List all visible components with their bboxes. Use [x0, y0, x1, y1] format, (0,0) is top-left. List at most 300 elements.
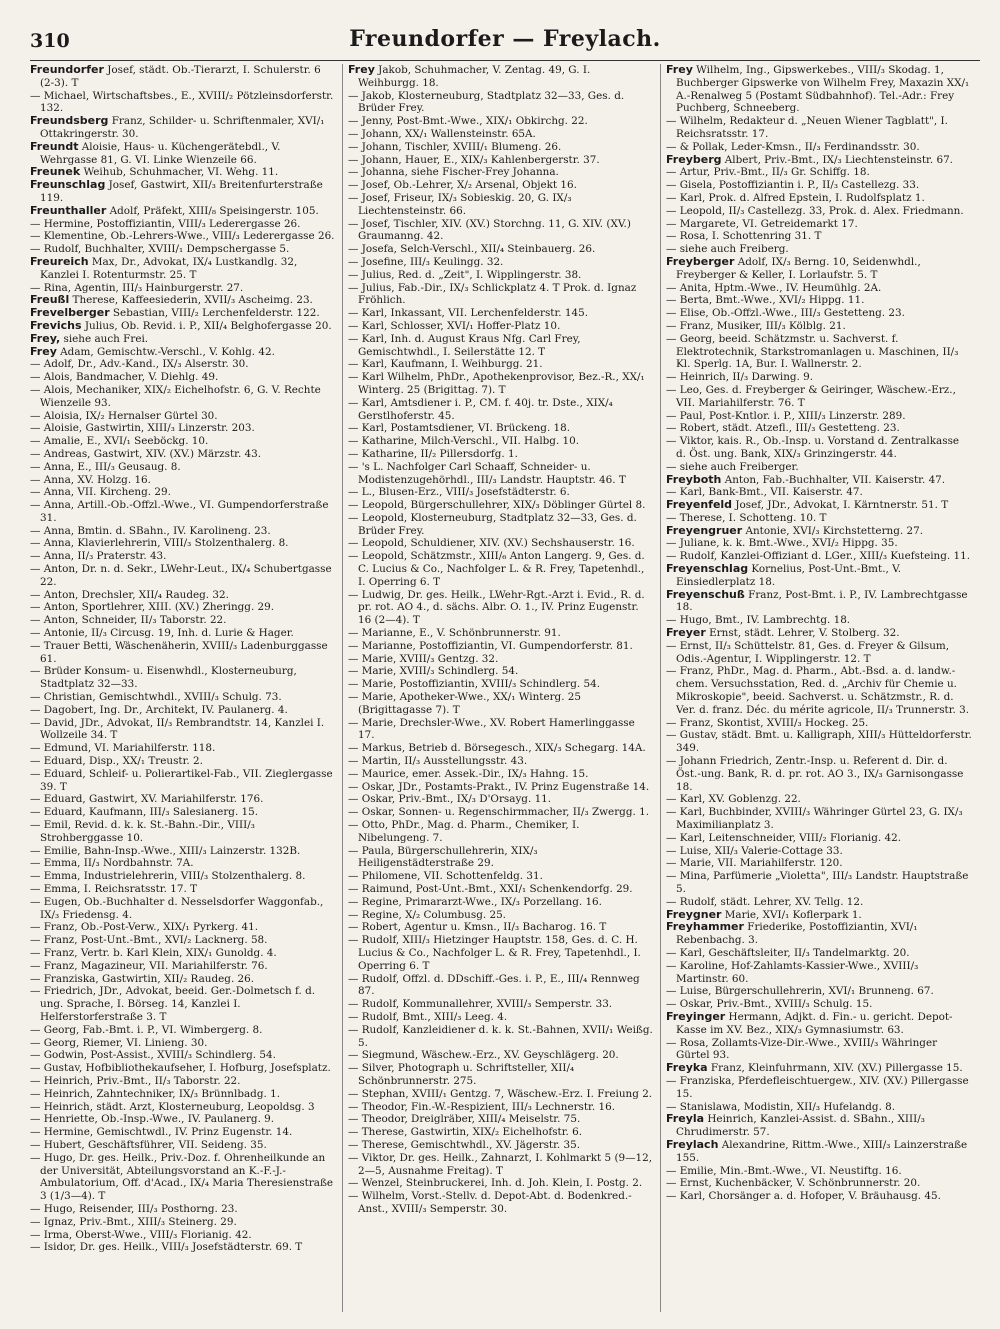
entry-details: Franz, Schilder- u. Schriftenmaler, XVI/₁ Ottakringerstr. 30. [40, 115, 325, 140]
entry-details: — Godwin, Post-Assist., XVIII/₃ Schindlerg. 54. [30, 1049, 276, 1062]
directory-entry [30, 1101, 336, 1114]
directory-entry [348, 819, 654, 845]
entry-details: — Karl, Leitenschneider, VIII/₂ Florianig. 42. [666, 831, 902, 844]
entry-surname: Freyer [666, 626, 706, 640]
entry-details: — Gisela, Postoffiziantin i. P., II/₃ Castellezg. 33. [666, 179, 920, 192]
directory-entry [666, 537, 972, 550]
directory-entry [348, 1011, 654, 1024]
entry-details: — Dagobert, Ing. Dr., Architekt, IV. Paulanerg. 4. [30, 703, 288, 716]
directory-entry [666, 115, 972, 141]
entry-details: — Julius, Fab.-Dir., IX/₃ Schlickplatz 4. T Prok. d. Ignaz Fröhlich. [348, 281, 637, 307]
directory-entry [348, 781, 654, 794]
directory-entry [348, 742, 654, 755]
entry-details: — Rosa, I. Schottenring 31. T [666, 230, 822, 243]
directory-entry [30, 461, 336, 474]
directory-entry [348, 448, 654, 461]
entry-details: — Hugo, Bmt., IV. Lambrechtg. 18. [666, 614, 851, 627]
entry-details: — Berta, Bmt.-Wwe., XVI/₂ Hippg. 11. [666, 294, 865, 307]
directory-entry [348, 256, 654, 269]
entry-details: Kornelius, Post-Unt.-Bmt., V. Einsiedlerplatz 18. [676, 563, 902, 588]
entry-details: — Anna, VII. Kircheng. 29. [30, 486, 171, 499]
entry-details: — Therese, I. Schotteng. 10. T [666, 511, 827, 524]
directory-entry [30, 1203, 336, 1216]
entry-details: — Josefa, Selch-Verschl., XII/₄ Steinbauerg. 26. [348, 243, 596, 256]
entry-details: Friederike, Postoffiziantin, XVI/₁ Rebenbachg. 3. [676, 921, 918, 947]
entry-details: — Marie, XVIII/₃ Gentzg. 32. [348, 652, 499, 665]
entry-details: — Eduard, Schleif- u. Polierartikel-Fab., VII. Zieglergasse 39. T [30, 767, 333, 793]
entry-surname: Freyenfeld [666, 498, 733, 512]
entry-details: — Marie, Drechsler-Wwe., XV. Robert Hamerlinggasse 17. [348, 716, 635, 742]
directory-entry [348, 678, 654, 691]
entry-details: — Alois, Bandmacher, V. Diehlg. 49. [30, 371, 219, 384]
directory-entry [666, 307, 972, 320]
directory-entry [348, 371, 654, 397]
entry-details: — Georg, beeid. Schätzmstr. u. Sachverst. f. Elektrotechnik, Starkstromanlagen u. Maschinen, II/₃ Kl. Sperlg. 1A, Bur. I. Wallnerstr. 2. [666, 332, 959, 371]
entry-details: — Therese, Gemischtwhdl., XV. Jägerstr. 35. [348, 1138, 581, 1151]
entry-details: — 's L. Nachfolger Carl Schaaff, Schneider- u. Modistenzugehörhdl., III/₃ Landstr. Hauptstr. 46. T [348, 460, 626, 486]
directory-entry [666, 218, 972, 231]
directory-entry [30, 883, 336, 896]
directory-entry [666, 474, 972, 487]
directory-entry [348, 909, 654, 922]
directory-entry [30, 870, 336, 883]
directory-entry [30, 960, 336, 973]
entry-details: — Theodor, Fin.-W.-Respizient, III/₃ Lechnerstr. 16. [348, 1100, 616, 1113]
entry-details: — Emma, II/₃ Nordbahnstr. 7A. [30, 857, 194, 870]
directory-entry [666, 282, 972, 295]
entry-details: — Franz, Magazineur, VII. Mariahilferstr. 76. [30, 959, 268, 972]
entry-surname: Freylach [666, 1137, 719, 1151]
entry-details: — Oskar, Priv.-Bmt., XVIII/₃ Schulg. 15. [666, 998, 873, 1011]
entry-surname: Frevelberger [30, 306, 110, 320]
directory-entry [666, 921, 972, 947]
entry-details: — Emma, I. Reichsratsstr. 17. T [30, 883, 198, 895]
entry-details: — Karl, Prok. d. Alfred Epstein, I. Rudolfsplatz 1. [666, 191, 925, 204]
entry-details: — Josef, Ob.-Lehrer, X/₂ Arsenal, Objekt 16. [348, 179, 577, 192]
entry-details: — Karl, Inh. d. August Kraus Nfg. Carl Frey, Gemischtwhdl., I. Seilerstätte 12. T [348, 332, 581, 358]
directory-entry [348, 422, 654, 435]
entry-details: — Karl Wilhelm, PhDr., Apothekenprovisor, Bez.-R., XX/₁ Winterg. 25 (Brigittag. 7). T [348, 371, 645, 396]
directory-entry [30, 525, 336, 538]
entry-details: — Michael, Wirtschaftsbes., E., XVIII/₂ Pötzleinsdorferstr. 132. [30, 89, 334, 115]
entry-details: — Viktor, Dr. ges. Heilk., Zahnarzt, I. Kohlmarkt 5 (9—12, 2—5, Ausnahme Freitag). T [348, 1151, 653, 1177]
page-number: 310 [30, 30, 70, 52]
directory-entry [30, 422, 336, 435]
column-divider [660, 64, 661, 1312]
entry-details: — Anna, Bmtin. d. SBahn., IV. Karolineng. 23. [30, 524, 271, 537]
column-2 [348, 64, 654, 1312]
entry-details: Franz, Post-Bmt. i. P., IV. Lambrechtgasse 18. [676, 588, 968, 614]
directory-entry [666, 857, 972, 870]
directory-entry [666, 589, 972, 615]
directory-entry [666, 870, 972, 896]
entry-details: — Leopold, Bürgerschullehrer, XIX/₃ Döblinger Gürtel 8. [348, 499, 646, 512]
directory-entry [30, 537, 336, 550]
entry-surname: Freygner [666, 907, 722, 921]
directory-entry [348, 653, 654, 666]
directory-entry [30, 563, 336, 589]
directory-entry [666, 627, 972, 640]
directory-entry [348, 755, 654, 768]
directory-entry [348, 1101, 654, 1114]
directory-entry [30, 346, 336, 359]
entry-details: — Oskar, JDr., Postamts-Prakt., IV. Prinz Eugenstraße 14. [348, 780, 650, 793]
entry-details: siehe auch Frei. [60, 332, 149, 345]
entry-details: — Josefine, III/₃ Keulingg. 32. [348, 255, 504, 268]
directory-entry [30, 947, 336, 960]
directory-entry [30, 755, 336, 768]
entry-details: — Leopold, II/₃ Castellezg. 33, Prok. d. Alex. Friedmann. [666, 204, 964, 217]
directory-entry [348, 307, 654, 320]
entry-surname: Freureich [30, 254, 89, 268]
directory-entry [30, 640, 336, 666]
entry-details: Franz, Kleinfuhrmann, XIV. (XV.) Pillergasse 15. [707, 1062, 963, 1075]
directory-entry [348, 115, 654, 128]
entry-details: — Adolf, Dr., Adv.-Kand., IX/₃ Alserstr. 30. [30, 358, 249, 371]
entry-details: Albert, Priv.-Bmt., IX/₃ Liechtensteinstr. 67. [721, 153, 953, 166]
directory-entry [30, 499, 336, 525]
directory-entry [348, 537, 654, 550]
directory-entry [30, 179, 336, 205]
directory-entry [348, 179, 654, 192]
entry-details: — Luise, XII/₃ Valerie-Cottage 33. [666, 844, 843, 857]
entry-details: — Johann Friedrich, Zentr.-Insp. u. Referent d. Dir. d. Öst.-ung. Bank, R. d. pr. rot. AO 3., IX/₃ Garnisongasse 18. [666, 755, 964, 793]
directory-entry [30, 90, 336, 116]
directory-entry [30, 819, 336, 845]
entry-details: — Marianne, E., V. Schönbrunnerstr. 91. [348, 627, 561, 640]
entry-details: — Rina, Agentin, III/₃ Hainburgerstr. 27. [30, 281, 244, 294]
page-header [30, 22, 980, 62]
directory-entry [30, 141, 336, 167]
entry-details: — Hugo, Reisender, III/₃ Posthorng. 23. [30, 1202, 238, 1215]
entry-details: — Anita, Hptm.-Wwe., IV. Heumühlg. 2A. [666, 281, 882, 294]
entry-surname: Freyboth [666, 472, 722, 486]
entry-surname: Freyengruer [666, 523, 743, 537]
entry-details: — Therese, Gastwirtin, XIX/₂ Eichelhofstr. 6. [348, 1126, 583, 1139]
directory-entry [666, 1113, 972, 1139]
entry-details: — Silver, Photograph u. Schriftsteller, XII/₄ Schönbrunnerstr. 275. [348, 1062, 575, 1087]
entry-details: — Markus, Betrieb d. Börsegesch., XIX/₃ Schegarg. 14A. [348, 742, 646, 755]
entry-details: Anton, Fab.-Buchhalter, VII. Kaiserstr. 47. [721, 473, 946, 486]
directory-entry [30, 205, 336, 218]
entry-surname: Frey [666, 64, 693, 76]
entry-details: — Anton, Dr. n. d. Sekr., LWehr-Leut., IX/₄ Schubertgasse 22. [30, 563, 332, 588]
entry-details: — Heinrich, städt. Arzt, Klosterneuburg, Leopoldsg. 3 [30, 1100, 315, 1113]
directory-entry [30, 1241, 336, 1254]
entry-details: — Franz, Skontist, XVIII/₃ Hockeg. 25. [666, 716, 869, 729]
directory-entry [30, 64, 336, 90]
entry-surname: Freundsberg [30, 114, 109, 128]
directory-entry [30, 320, 336, 333]
directory-entry [666, 947, 972, 960]
entry-details: — Karl, Geschäftsleiter, II/₃ Tandelmarktg. 20. [666, 946, 910, 959]
directory-entry [348, 665, 654, 678]
directory-entry [30, 1037, 336, 1050]
entry-details: — Ernst, II/₃ Schüttelstr. 81, Ges. d. Freyer & Gilsum, Odis.-Agentur, I. Wipplingerstr. 12. T [666, 639, 950, 665]
entry-details: — Isidor, Dr. ges. Heilk., VIII/₃ Josefstädterstr. 69. T [30, 1241, 303, 1254]
directory-entry [348, 435, 654, 448]
entry-details: — Heinrich, II/₃ Darwing. 9. [666, 371, 814, 384]
directory-entry [30, 793, 336, 806]
directory-entry [30, 282, 336, 295]
directory-entry [30, 1126, 336, 1139]
directory-entry [30, 371, 336, 384]
entry-details: — Katharine, II/₂ Pillersdorfg. 1. [348, 447, 518, 460]
entry-details: — Oskar, Sonnen- u. Regenschirmmacher, II/₃ Zwergg. 1. [348, 806, 649, 819]
entry-details: — Brüder Konsum- u. Eisenwhdl., Klosterneuburg, Stadtplatz 32—33. [30, 665, 297, 691]
entry-details: — Anna, XV. Holzg. 16. [30, 473, 151, 486]
entry-details: — Johann, XX/₁ Wallensteinstr. 65A. [348, 127, 536, 140]
directory-entry [348, 486, 654, 499]
entry-details: — Emil, Revid. d. k. k. St.-Bahn.-Dir., VIII/₃ Strohberggasse 10. [30, 819, 255, 844]
directory-entry [348, 589, 654, 627]
entry-details: — Robert, Agentur u. Kmsn., II/₃ Bacharog. 16. T [348, 921, 607, 934]
entry-details: — Stanislawa, Modistin, XII/₃ Hufelandg. 8. [666, 1100, 896, 1113]
directory-entry [666, 640, 972, 666]
directory-entry [30, 845, 336, 858]
directory-entry [666, 384, 972, 410]
entry-details: — Andreas, Gastwirt, XIV. (XV.) Märzstr. 43. [30, 447, 262, 460]
directory-entry [348, 806, 654, 819]
column-divider [342, 64, 343, 1312]
directory-entry [666, 729, 972, 755]
entry-details: — Ignaz, Priv.-Bmt., XIII/₃ Steinerg. 29. [30, 1215, 237, 1228]
entry-surname: Frey [348, 64, 375, 76]
directory-entry [348, 640, 654, 653]
directory-entry [666, 960, 972, 986]
entry-details: — Gustav, städt. Bmt. u. Kalligraph, XIII/₃ Hütteldorferstr. 349. [666, 729, 972, 755]
directory-entry [348, 1177, 654, 1190]
entry-details: — Amalie, E., XVI/₁ Seeböckg. 10. [30, 435, 209, 448]
directory-entry [666, 793, 972, 806]
entry-details: — Anna, II/₃ Praterstr. 43. [30, 550, 167, 563]
entry-surname: Freyberg [666, 152, 722, 166]
entry-details: Heinrich, Kanzlei-Assist. d. SBahn., XIII/₃ Chrudimerstr. 57. [676, 1113, 925, 1139]
directory-entry [348, 768, 654, 781]
entry-details: — Anna, E., III/₃ Geusaug. 8. [30, 460, 181, 473]
entry-details: — Leo, Ges. d. Freyberger & Geiringer, Wäschew.-Erz., VII. Mariahilferstr. 76. T [666, 383, 956, 409]
entry-details: — Rudolf, Offzl. d. DDschiff.-Ges. i. P., E., III/₄ Rennweg 87. [348, 972, 640, 998]
entry-details: — Marie, Apotheker-Wwe., XX/₁ Winterg. 25 (Brigittagasse 7). T [348, 691, 582, 716]
directory-entry [30, 665, 336, 691]
directory-columns [30, 64, 980, 1312]
directory-entry [348, 192, 654, 218]
entry-details: — Karl, Inkassant, VII. Lerchenfelderstr. 145. [348, 307, 589, 320]
entry-details: Marie, XVI/₁ Koflerpark 1. [721, 908, 862, 921]
entry-details: — Mina, Parfümerie „Violetta", III/₃ Landstr. Hauptstraße 5. [666, 870, 969, 895]
directory-entry [348, 333, 654, 359]
directory-entry [666, 1139, 972, 1165]
entry-surname: Freunschlag [30, 178, 106, 192]
entry-details: — Regine, X/₂ Columbusg. 25. [348, 908, 506, 921]
directory-entry [348, 1152, 654, 1178]
entry-details: — Rudolf, Bmt., XIII/₃ Leeg. 4. [348, 1010, 508, 1023]
entry-details: — Viktor, kais. R., Ob.-Insp. u. Vorstand d. Zentralkasse d. Öst. ung. Bank, XIX/₃ Grinzingerstr. 44. [666, 435, 960, 460]
entry-details: — Karl, Buchbinder, XVIII/₃ Währinger Gürtel 23, G. IX/₃ Maximilianplatz 3. [666, 806, 963, 832]
directory-entry [30, 218, 336, 231]
entry-details: Weihub, Schuhmacher, VI. Wehg. 11. [80, 166, 279, 179]
entry-details: — Antonie, II/₃ Circusg. 19, Inh. d. Lurie & Hager. [30, 627, 294, 640]
directory-entry [30, 384, 336, 410]
directory-entry [348, 717, 654, 743]
entry-surname: Freußl [30, 293, 70, 307]
directory-entry [30, 1113, 336, 1126]
directory-entry [348, 691, 654, 717]
entry-details: — Jakob, Klosterneuburg, Stadtplatz 32—33, Ges. d. Brüder Frey. [348, 89, 625, 115]
directory-entry [30, 410, 336, 423]
directory-entry [666, 294, 972, 307]
entry-details: — Leopold, Schuldiener, XIV. (XV.) Sechshauserstr. 16. [348, 537, 635, 550]
directory-entry [348, 358, 654, 371]
directory-entry [348, 461, 654, 487]
entry-details: — Emma, Industrielehrerin, VIII/₃ Stolzenthalerg. 8. [30, 870, 306, 883]
directory-entry [666, 1190, 972, 1203]
entry-details: Jakob, Schuhmacher, V. Zentag. 49, G. I. Weihburgg. 18. [358, 64, 591, 89]
directory-entry [666, 525, 972, 538]
entry-details: — Eduard, Kaufmann, III/₃ Salesianerg. 15. [30, 806, 259, 819]
entry-details: — Henriette, Ob.-Insp.-Wwe., IV. Paulanerg. 9. [30, 1113, 275, 1126]
entry-details: — Robert, städt. Atzefl., III/₃ Gestetteng. 23. [666, 422, 900, 435]
directory-entry [666, 1075, 972, 1101]
directory-entry [348, 218, 654, 244]
entry-details: — Emilie, Min.-Bmt.-Wwe., VI. Neustiftg. 16. [666, 1164, 902, 1177]
directory-entry [666, 717, 972, 730]
directory-entry [30, 985, 336, 1023]
entry-details: — Georg, Riemer, VI. Linieng. 30. [30, 1036, 208, 1049]
entry-details: — Rudolf, XIII/₃ Hietzinger Hauptstr. 158, Ges. d. C. H. Lucius & Co., Nachfolger L. & R. Frey, Tapetenhdl., I. Operring 6. T [348, 934, 641, 972]
entry-details: — Franz, PhDr., Mag. d. Pharm., Abt.-Bsd. a. d. landw.-chem. Versuchsstation, Red. d. „Archiv für Chemie u. Mikroskopie", beeid. Sachverst. u. Schätzmstr., R. d. Ver. d. franz. Déc. du mérite agricole, II/₃ Trunnerstr. 3. [666, 665, 970, 716]
directory-entry [666, 1011, 972, 1037]
directory-entry [348, 1049, 654, 1062]
directory-entry [666, 832, 972, 845]
directory-entry [666, 230, 972, 243]
directory-entry [348, 1139, 654, 1152]
directory-entry [666, 371, 972, 384]
directory-entry [666, 154, 972, 167]
directory-entry [666, 333, 972, 371]
entry-details: — Juliane, k. k. Bmt.-Wwe., XVI/₂ Hippg. 35. [666, 537, 898, 550]
entry-details: — Anton, Drechsler, XII/₄ Raudeg. 32. [30, 588, 229, 601]
entry-details: Ernst, städt. Lehrer, V. Stolberg. 32. [705, 627, 900, 640]
entry-surname: Freunthaller [30, 203, 107, 217]
directory-entry [30, 806, 336, 819]
directory-entry [348, 934, 654, 972]
entry-details: — Franziska, Gastwirtin, XII/₂ Raudeg. 26. [30, 972, 255, 985]
entry-details: — Theodor, Dreiglräber, XIII/₄ Meiselstr. 75. [348, 1113, 581, 1126]
entry-details: — Otto, PhDr., Mag. d. Pharm., Chemiker, I. Nibelungeng. 7. [348, 819, 580, 844]
directory-entry [30, 857, 336, 870]
entry-details: — Karl, Schlosser, XVI/₁ Hoffer-Platz 10. [348, 319, 561, 332]
directory-entry [348, 1126, 654, 1139]
entry-details: — Karl, Amtsdiener i. P., CM. f. 40j. tr. Dste., XIX/₄ Gerstlhoferstr. 45. [348, 396, 613, 422]
directory-entry [348, 320, 654, 333]
entry-surname: Freyla [666, 1112, 705, 1126]
directory-entry [666, 614, 972, 627]
entry-details: — siehe auch Freiberger. [666, 460, 799, 473]
directory-entry [30, 627, 336, 640]
entry-details: — Ludwig, Dr. ges. Heilk., LWehr-Rgt.-Arzt i. Evid., R. d. pr. rot. AO 4., d. sächs. Albr. O. 1., IV. Prinz Eugenstr. 16 (2—4). T [348, 588, 645, 627]
entry-details: — David, JDr., Advokat, II/₃ Rembrandtstr. 14, Kanzlei I. Wollzeile 34. T [30, 716, 325, 742]
entry-details: — Aloisie, Gastwirtin, XIII/₃ Linzerstr. 203. [30, 422, 255, 435]
entry-details: — Karl, Postamtsdiener, VI. Brückeng. 18. [348, 422, 571, 435]
entry-details: — Luise, Bürgerschullehrerin, XVI/₁ Brunneng. 67. [666, 985, 934, 998]
entry-details: — Oskar, Priv.-Bmt., IX/₃ D'Orsayg. 11. [348, 793, 552, 806]
entry-surname: Freunek [30, 165, 81, 179]
directory-entry [666, 1037, 972, 1063]
entry-details: — Karoline, Hof-Zahlamts-Kassier-Wwe., XVIII/₃ Martinstr. 60. [666, 959, 919, 985]
entry-details: — Josef, Friseur, IX/₃ Sobieskig. 20, G. IX/₃ Liechtensteinstr. 66. [348, 191, 572, 217]
entry-details: — Rudolf, Kommunallehrer, XVIII/₃ Semperstr. 33. [348, 998, 613, 1011]
directory-entry [348, 1062, 654, 1088]
entry-details: — Eugen, Ob.-Buchhalter d. Nesselsdorfer Waggonfab., IX/₃ Friedensg. 4. [30, 895, 324, 921]
entry-details: — Hubert, Geschäftsführer, VII. Seideng. 35. [30, 1138, 267, 1151]
directory-entry [348, 397, 654, 423]
directory-entry [30, 1088, 336, 1101]
directory-entry [348, 512, 654, 538]
directory-entry [30, 1139, 336, 1152]
entry-details: — Franziska, Pferdefleischtuergew., XIV. (XV.) Pillergasse 15. [666, 1074, 969, 1100]
directory-entry [666, 179, 972, 192]
entry-details: — Karl, XV. Goblenzg. 22. [666, 793, 801, 806]
directory-entry [348, 1190, 654, 1216]
directory-entry [30, 1152, 336, 1203]
entry-details: — Stephan, XVIII/₁ Gentzg. 7, Wäschew.-Erz. I. Freiung 2. [348, 1087, 653, 1100]
column-1 [30, 64, 336, 1312]
directory-entry [348, 921, 654, 934]
directory-entry [348, 128, 654, 141]
entry-details: — Leopold, Schätzmstr., XIII/₆ Anton Langerg. 9, Ges. d. C. Lucius & Co., Nachfolger L. & R. Frey, Tapetenhdl., I. Operring 6. T [348, 550, 645, 588]
entry-details: — Friedrich, JDr., Advokat, beeid. Ger.-Dolmetsch f. d. ung. Sprache, I. Börseg. 14, Kanzlei I. Helferstorferstraße 3. T [30, 985, 316, 1023]
entry-details: — Marie, VII. Mariahilferstr. 120. [666, 857, 843, 870]
directory-entry [666, 1101, 972, 1114]
directory-entry [348, 845, 654, 871]
entry-details: — Philomene, VII. Schottenfeldg. 31. [348, 870, 543, 883]
directory-entry [348, 166, 654, 179]
entry-details: — Rosa, Zollamts-Vize-Dir.-Wwe., XVIII/₃ Währinger Gürtel 93. [666, 1036, 938, 1062]
entry-details: — Martin, II/₃ Ausstellungsstr. 43. [348, 755, 528, 768]
directory-entry [30, 691, 336, 704]
entry-surname: Freyhammer [666, 920, 744, 934]
directory-entry [30, 1229, 336, 1242]
entry-details: — Karl, Chorsänger a. d. Hofoper, V. Bräuhausg. 45. [666, 1190, 941, 1203]
entry-details: — Marianne, Postoffiziantin, VI. Gumpendorferstr. 81. [348, 639, 633, 652]
column-3 [666, 64, 972, 1312]
entry-details: — Rudolf, Kanzlei-Offiziant d. LGer., XIII/₃ Kuefsteing. 11. [666, 550, 971, 563]
entry-details: — Trauer Betti, Wäschenäherin, XVIII/₃ Ladenburggasse 61. [30, 639, 328, 665]
entry-details: — Emilie, Bahn-Insp.-Wwe., XIII/₃ Lainzerstr. 132B. [30, 844, 301, 857]
entry-details: — Johann, Tischler, XVIII/₁ Blumeng. 26. [348, 140, 562, 153]
entry-details: — Julius, Red. d. „Zeit", I. Wipplingerstr. 38. [348, 268, 582, 281]
entry-details: Adolf, IX/₃ Berng. 10, Seidenwhdl., Freyberger & Keller, I. Lorlaufstr. 5. T [676, 255, 921, 281]
entry-details: — Raimund, Post-Unt.-Bmt., XXI/₁ Schenkendorfg. 29. [348, 883, 633, 895]
entry-details: — Rudolf, städt. Lehrer, XV. Tellg. 12. [666, 895, 864, 908]
entry-details: Josef, Gastwirt, XII/₃ Breitenfurterstraße 119. [40, 179, 323, 204]
entry-details: Adam, Gemischtw.-Verschl., V. Kohlg. 42. [56, 345, 275, 358]
directory-entry [348, 243, 654, 256]
directory-entry [30, 973, 336, 986]
directory-entry [666, 64, 972, 115]
directory-entry [30, 1075, 336, 1088]
entry-details: — Paula, Bürgerschullehrerin, XIX/₃ Heiligenstädterstraße 29. [348, 844, 538, 870]
directory-entry [30, 704, 336, 717]
directory-entry [30, 333, 336, 346]
entry-details: — Wilhelm, Vorst.-Stellv. d. Depot-Abt. d. Bodenkred.-Anst., XVIII/₃ Semperstr. 30. [348, 1190, 632, 1215]
directory-entry [30, 358, 336, 371]
directory-entry [30, 230, 336, 243]
directory-entry [348, 282, 654, 308]
directory-entry [348, 141, 654, 154]
entry-details: — Franz, Vertr. b. Karl Klein, XIX/₁ Gunoldg. 4. [30, 946, 277, 959]
